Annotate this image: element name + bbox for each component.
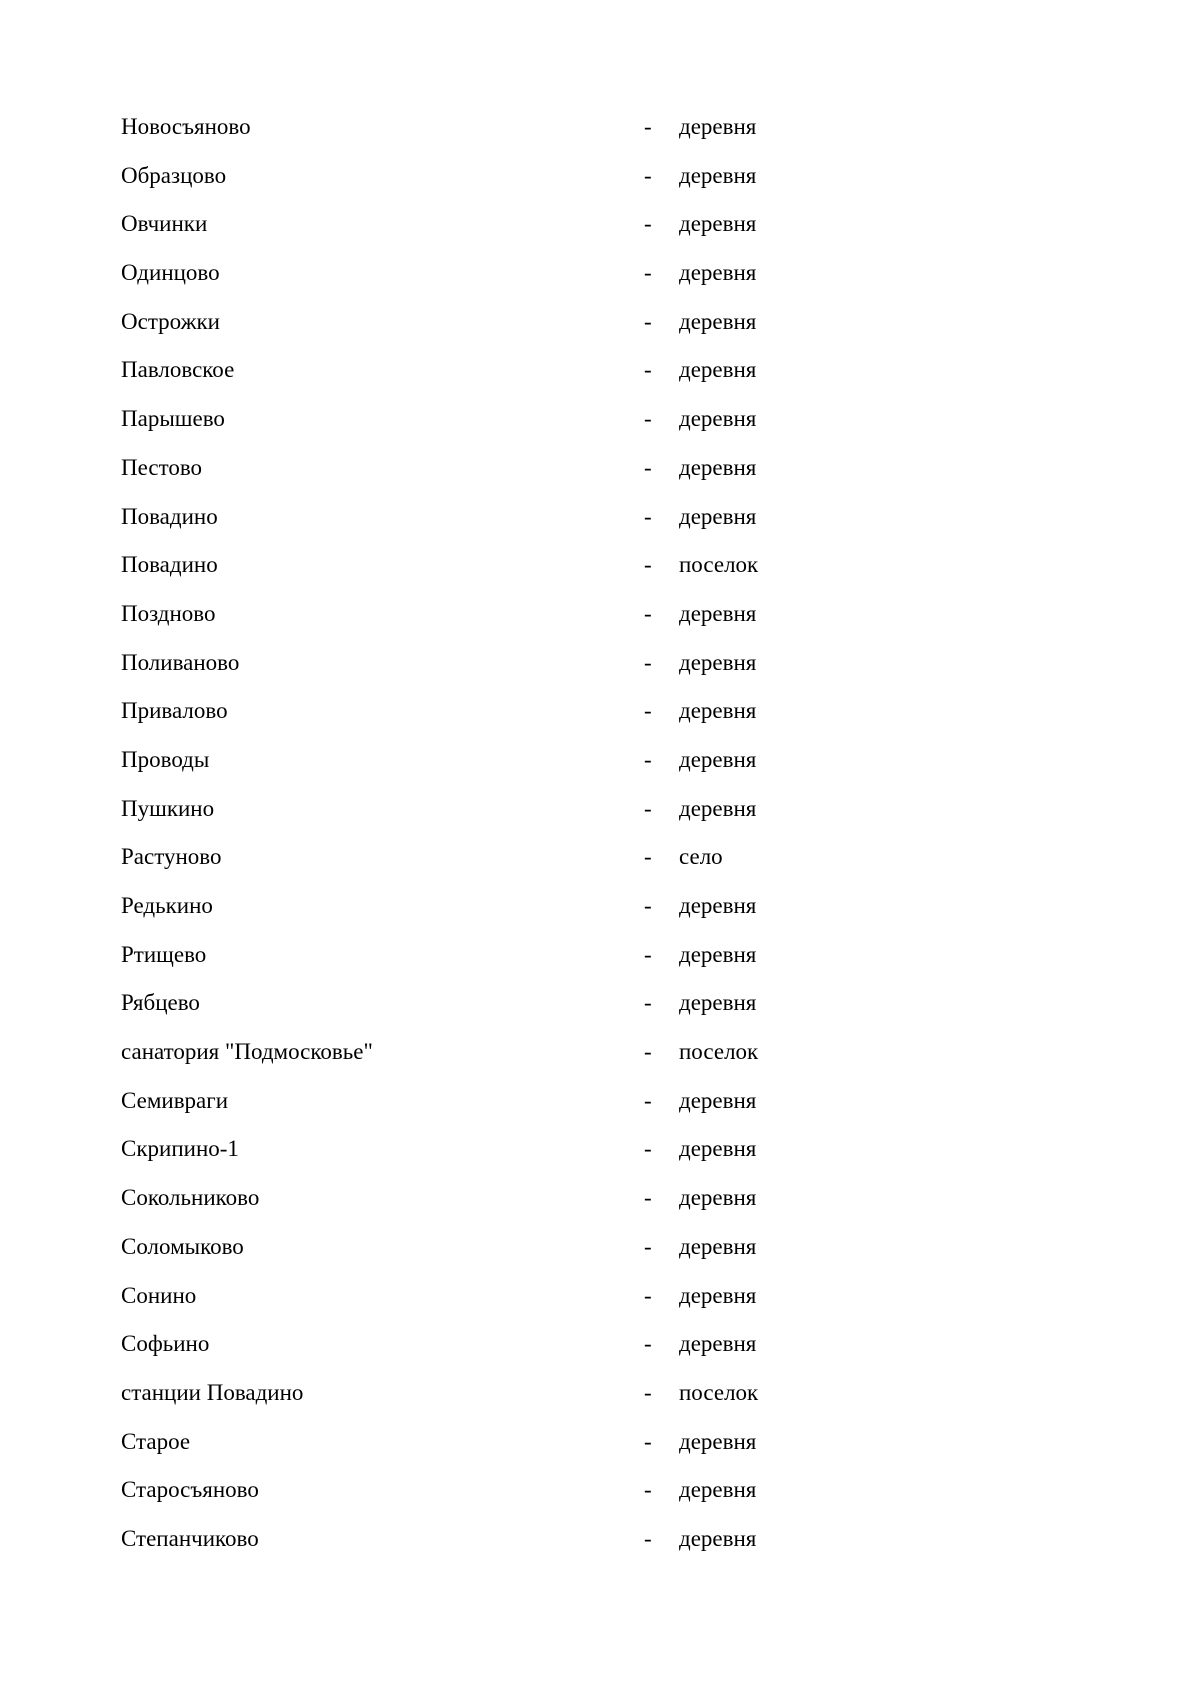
list-item: [121, 1129, 841, 1178]
settlement-type: деревня: [679, 795, 757, 821]
list-item: [121, 253, 841, 302]
settlement-name: Соломыково: [121, 1233, 244, 1259]
settlement-type: деревня: [679, 600, 757, 626]
settlement-type: деревня: [679, 941, 757, 967]
separator-dash: -: [644, 406, 652, 432]
separator-dash: -: [644, 1233, 652, 1259]
settlement-type: поселок: [679, 1039, 759, 1065]
settlement-type: деревня: [679, 649, 757, 675]
settlement-type: деревня: [679, 746, 757, 772]
list-item: [121, 156, 841, 205]
settlement-type: деревня: [679, 1087, 757, 1113]
list-item: [121, 302, 841, 351]
list-item: [121, 935, 841, 984]
settlement-type: деревня: [679, 308, 757, 334]
separator-dash: -: [644, 1087, 652, 1113]
list-item: [121, 1032, 841, 1081]
settlement-name: Ртищево: [121, 941, 207, 967]
settlement-type: деревня: [679, 260, 757, 286]
separator-dash: -: [644, 211, 652, 237]
list-item: [121, 448, 841, 497]
settlement-name: Павловское: [121, 357, 235, 383]
settlement-name: Растуново: [121, 844, 222, 870]
separator-dash: -: [644, 162, 652, 188]
separator-dash: -: [644, 941, 652, 967]
list-item: [121, 740, 841, 789]
settlement-name: Сонино: [121, 1282, 197, 1308]
list-item: [121, 545, 841, 594]
settlement-name: Острожки: [121, 308, 220, 334]
settlement-type: деревня: [679, 1282, 757, 1308]
settlement-type: деревня: [679, 162, 757, 188]
separator-dash: -: [644, 357, 652, 383]
settlement-name: Привалово: [121, 698, 228, 724]
settlement-type: деревня: [679, 990, 757, 1016]
settlement-name: Повадино: [121, 552, 218, 578]
list-item: [121, 399, 841, 448]
settlement-name: Новосъяново: [121, 114, 251, 139]
list-item: [121, 594, 841, 643]
settlement-type: деревня: [679, 357, 757, 383]
list-item: [121, 1470, 841, 1519]
settlement-type: поселок: [679, 552, 759, 578]
list-item: [121, 691, 841, 740]
separator-dash: -: [644, 1525, 652, 1551]
separator-dash: -: [644, 1039, 652, 1065]
separator-dash: -: [644, 1428, 652, 1454]
separator-dash: -: [644, 308, 652, 334]
settlement-name: Степанчиково: [121, 1525, 259, 1551]
settlement-type: деревня: [679, 406, 757, 432]
settlement-type: деревня: [679, 1233, 757, 1259]
list-item: [121, 1178, 841, 1227]
list-item: [121, 1276, 841, 1325]
separator-dash: -: [644, 698, 652, 724]
settlement-type: деревня: [679, 503, 757, 529]
settlement-name: Старосъяново: [121, 1477, 259, 1503]
list-item: [121, 1324, 841, 1373]
separator-dash: -: [644, 795, 652, 821]
settlement-name: Поздново: [121, 600, 216, 626]
list-item: [121, 204, 841, 253]
settlement-type: село: [679, 844, 723, 870]
settlement-list: [121, 107, 841, 1568]
settlement-name: Овчинки: [121, 211, 208, 237]
settlement-name: Рябцево: [121, 990, 200, 1016]
settlement-type: деревня: [679, 1428, 757, 1454]
list-item: [121, 1519, 841, 1568]
list-item: [121, 497, 841, 546]
settlement-name: Софьино: [121, 1331, 210, 1357]
list-item: [121, 1422, 841, 1471]
list-item: [121, 837, 841, 886]
settlement-name: Пестово: [121, 454, 203, 480]
settlement-type: деревня: [679, 1477, 757, 1503]
separator-dash: -: [644, 893, 652, 918]
settlement-type: деревня: [679, 1185, 757, 1211]
list-item: [121, 1081, 841, 1130]
settlement-name: Поливаново: [121, 649, 240, 675]
settlement-name: Старое: [121, 1428, 191, 1454]
separator-dash: -: [644, 1477, 652, 1503]
separator-dash: -: [644, 1331, 652, 1357]
settlement-type: деревня: [679, 114, 757, 139]
settlement-name: Сокольниково: [121, 1185, 260, 1211]
settlement-name: станции Повадино: [121, 1379, 304, 1405]
settlement-name: Одинцово: [121, 260, 220, 286]
settlement-type: деревня: [679, 1331, 757, 1357]
list-item: [121, 983, 841, 1032]
separator-dash: -: [644, 454, 652, 480]
list-item: [121, 350, 841, 399]
list-item: [121, 1373, 841, 1422]
settlement-name: Парышево: [121, 406, 225, 432]
settlement-name: Образцово: [121, 162, 227, 188]
settlement-name: Проводы: [121, 746, 210, 772]
settlement-type: поселок: [679, 1379, 759, 1405]
settlement-type: деревня: [679, 1525, 757, 1551]
settlement-name: Семивраги: [121, 1087, 229, 1113]
separator-dash: -: [644, 503, 652, 529]
separator-dash: -: [644, 990, 652, 1016]
separator-dash: -: [644, 844, 652, 870]
settlement-type: деревня: [679, 211, 757, 237]
settlement-name: Скрипино-1: [121, 1136, 239, 1162]
separator-dash: -: [644, 1282, 652, 1308]
list-item: [121, 643, 841, 692]
separator-dash: -: [644, 600, 652, 626]
separator-dash: -: [644, 552, 652, 578]
settlement-type: деревня: [679, 454, 757, 480]
settlement-type: деревня: [679, 893, 757, 918]
separator-dash: -: [644, 1185, 652, 1211]
settlement-name: Редькино: [121, 893, 213, 918]
separator-dash: -: [644, 1136, 652, 1162]
settlement-name: санатория "Подмосковье": [121, 1039, 373, 1065]
separator-dash: -: [644, 260, 652, 286]
separator-dash: -: [644, 649, 652, 675]
list-item: [121, 886, 841, 935]
list-item: [121, 107, 841, 156]
settlement-type: деревня: [679, 1136, 757, 1162]
separator-dash: -: [644, 114, 652, 139]
separator-dash: -: [644, 746, 652, 772]
list-item: [121, 1227, 841, 1276]
separator-dash: -: [644, 1379, 652, 1405]
settlement-name: Повадино: [121, 503, 218, 529]
list-item: [121, 789, 841, 838]
settlement-name: Пушкино: [121, 795, 215, 821]
settlement-type: деревня: [679, 698, 757, 724]
